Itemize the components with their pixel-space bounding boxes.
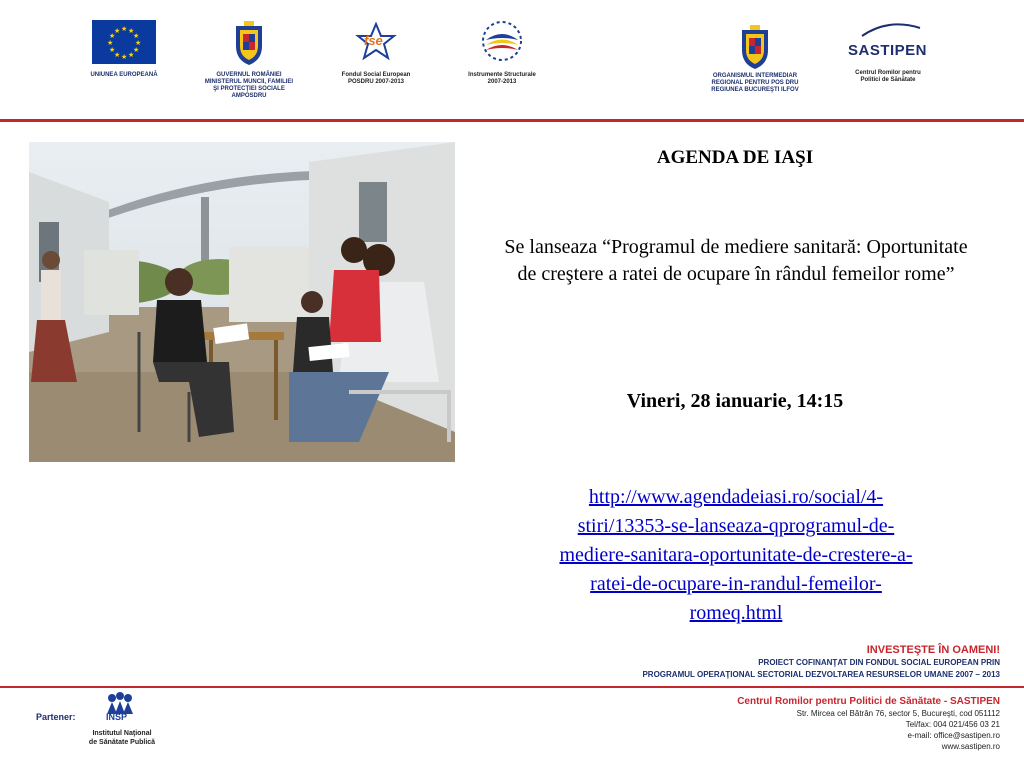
org-address: Str. Mircea cel Bătrân 76, sector 5, Bucureşti, cod 051112 <box>796 709 1000 718</box>
sastipen-name: SASTIPEN <box>848 42 928 59</box>
article-link[interactable] <box>496 483 976 628</box>
svg-text:★: ★ <box>121 25 128 33</box>
event-date: Vineri, 28 ianuarie, 14:15 <box>626 390 844 412</box>
cofinance-line-2: PROGRAMUL OPERAŢIONAL SECTORIAL DEZVOLTAREA RESURSELOR UMANE 2007 – 2013 <box>642 670 1000 679</box>
structural-caption: Instrumente Structurale 2007-2013 <box>468 72 536 85</box>
government-caption: GUVERNUL ROMÂNIEI MINISTERUL MUNCII, FAMILIEI ŞI PROTECŢIEI SOCIALE AMPOSDRU <box>204 72 294 99</box>
article-link-line: ratei-de-ocupare-in-randul-femeilor- <box>590 573 882 595</box>
article-link-line: stiri/13353-se-lanseaza-qprogramul-de- <box>577 515 895 537</box>
community-photo <box>29 142 455 462</box>
partner-label: Partener: <box>36 712 76 722</box>
fse-caption: Fondul Social European POSDRU 2007-2013 <box>341 72 411 85</box>
article-link-line: mediere-sanitara-oportunitate-de-crestere-a- <box>559 544 913 566</box>
svg-text:★: ★ <box>128 51 135 59</box>
svg-text:★: ★ <box>133 32 140 40</box>
sastipen-caption: Centrul Romilor pentru Politici de Sănătate <box>855 70 921 83</box>
fse-logo-icon <box>352 22 400 62</box>
svg-text:★: ★ <box>114 27 121 35</box>
svg-text:★: ★ <box>109 32 116 40</box>
org-email: e-mail: office@sastipen.ro <box>907 731 1000 740</box>
slogan: INVESTEŞTE ÎN OAMENI! <box>866 644 1000 656</box>
structural-instruments-icon <box>478 18 526 64</box>
cofinance-line-1: PROIECT COFINANŢAT DIN FONDUL SOCIAL EUROPEAN PRIN <box>758 658 1000 667</box>
insp-name: Institutul Naţional de Sănătate Publică <box>88 730 156 746</box>
eu-flag-icon <box>92 20 156 64</box>
svg-text:★: ★ <box>128 27 135 35</box>
event-description: Se lanseaza “Programul de mediere sanitară: Oportunitate de creştere a ratei de ocupare în rândul femeilor rome” <box>504 236 968 285</box>
romania-coat-of-arms-icon <box>232 20 266 66</box>
svg-text:★: ★ <box>114 51 121 59</box>
footer-divider <box>0 686 1024 688</box>
fse-mark: fse <box>364 33 383 48</box>
svg-text:★: ★ <box>109 46 116 54</box>
insp-logo-icon <box>104 692 136 724</box>
org-website: www.sastipen.ro <box>941 742 1000 751</box>
svg-text:★: ★ <box>133 46 140 54</box>
svg-text:★: ★ <box>135 39 142 47</box>
org-phone: Tel/fax: 004 021/456 03 21 <box>905 720 1000 729</box>
romania-coat-of-arms-icon <box>738 24 772 70</box>
page-title: AGENDA DE IAŞI <box>656 147 814 168</box>
svg-text:★: ★ <box>121 53 128 61</box>
svg-text:★: ★ <box>107 39 114 47</box>
eu-stars <box>92 20 156 64</box>
header-divider <box>0 119 1024 122</box>
org-name: Centrul Romilor pentru Politici de Sănătate - SASTIPEN <box>737 696 1000 707</box>
insp-mark: INSP <box>106 712 128 722</box>
article-link-line: romeq.html <box>689 602 783 624</box>
sastipen-logo-icon <box>848 22 928 62</box>
eu-caption: UNIUNEA EUROPEANĂ <box>90 72 158 78</box>
intermediate-organism-caption: ORGANISMUL INTERMEDIAR REGIONAL PENTRU POS DRU REGIUNEA BUCUREŞTI ILFOV <box>711 73 799 93</box>
article-link-line: http://www.agendadeiasi.ro/social/4- <box>588 486 884 508</box>
